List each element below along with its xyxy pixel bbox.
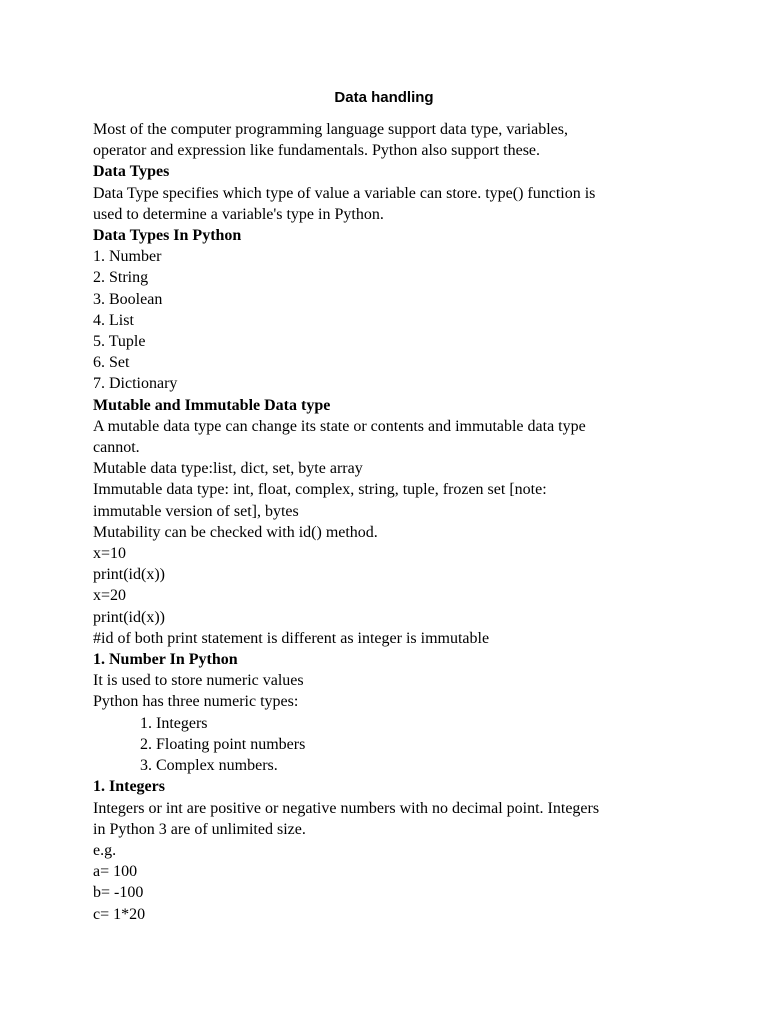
document-title: Data handling xyxy=(334,89,434,106)
numeric-type-item: 2. Floating point numbers xyxy=(140,735,306,753)
section-heading-data-types-in-python: Data Types In Python xyxy=(93,227,242,245)
list-item: 3. Boolean xyxy=(93,290,163,308)
paragraph-line: immutable version of set], bytes xyxy=(93,502,299,520)
section-heading-mutable-immutable: Mutable and Immutable Data type xyxy=(93,396,331,414)
section-heading-number-in-python: 1. Number In Python xyxy=(93,651,238,669)
paragraph-line: It is used to store numeric values xyxy=(93,672,304,690)
section-heading-data-types: Data Types xyxy=(93,163,170,181)
numeric-type-item: 1. Integers xyxy=(140,714,208,732)
paragraph-line: Mutability can be checked with id() method. xyxy=(93,523,378,541)
paragraph-line: operator and expression like fundamentals. Python also support these. xyxy=(93,142,541,160)
code-line: x=20 xyxy=(93,587,127,605)
paragraph-line: Most of the computer programming language support data type, variables, xyxy=(93,121,568,138)
numeric-type-item: 3. Complex numbers. xyxy=(140,757,278,775)
code-comment-line: #id of both print statement is different as integer is immutable xyxy=(93,629,490,647)
paragraph-line: in Python 3 are of unlimited size. xyxy=(93,820,306,838)
list-item: 6. Set xyxy=(93,354,130,372)
code-line: x=10 xyxy=(93,545,127,563)
paragraph-line: Immutable data type: int, float, complex, string, tuple, frozen set [note: xyxy=(93,481,547,499)
list-item: 7. Dictionary xyxy=(93,375,178,393)
list-item: 2. String xyxy=(93,269,149,287)
code-line: c= 1*20 xyxy=(93,905,146,923)
paragraph-line: Mutable data type:list, dict, set, byte array xyxy=(93,460,363,478)
paragraph-line: A mutable data type can change its state or contents and immutable data type xyxy=(93,417,586,435)
paragraph-line: Python has three numeric types: xyxy=(93,693,299,711)
code-line: print(id(x)) xyxy=(93,608,165,626)
code-line: a= 100 xyxy=(93,863,138,881)
section-heading-integers: 1. Integers xyxy=(93,778,165,796)
code-line: b= -100 xyxy=(93,884,144,902)
list-item: 5. Tuple xyxy=(93,333,146,351)
code-line: print(id(x)) xyxy=(93,566,165,584)
paragraph-line: Integers or int are positive or negative numbers with no decimal point. Integers xyxy=(93,799,600,817)
paragraph-line: cannot. xyxy=(93,439,140,457)
document-body xyxy=(93,119,673,925)
list-item: 4. List xyxy=(93,311,134,329)
paragraph-line: used to determine a variable's type in Python. xyxy=(93,205,384,223)
paragraph-line: Data Type specifies which type of value a variable can store. type() function is xyxy=(93,184,596,202)
list-item: 1. Number xyxy=(93,248,162,266)
paragraph-line: e.g. xyxy=(93,841,117,859)
